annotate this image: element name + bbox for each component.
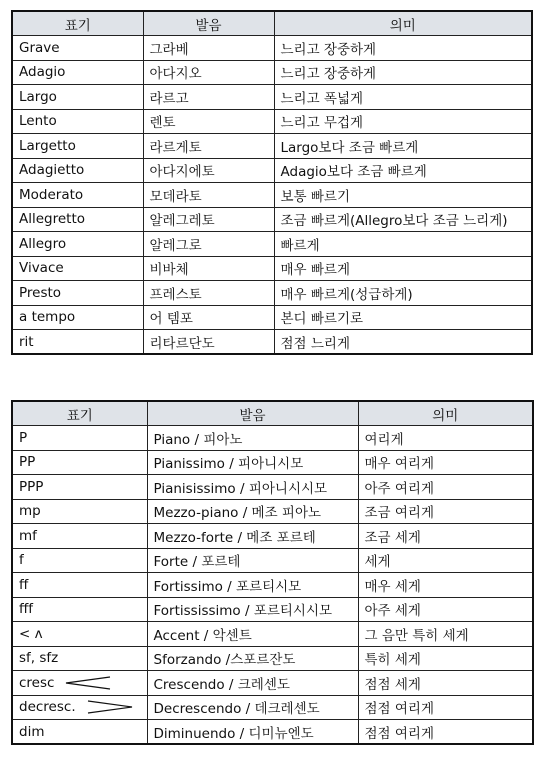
column-header: 의미: [358, 401, 533, 426]
pronunciation-cell: [143, 109, 274, 134]
meaning-cell: [358, 475, 533, 500]
cell-text: Largetto: [19, 137, 76, 154]
cell-text: 점점 세게: [364, 676, 421, 693]
cell-text: Lento: [19, 113, 57, 130]
pronunciation-cell: [143, 305, 274, 330]
cell-text: Diminuendo / 디미뉴엔도: [153, 725, 314, 742]
pronunciation-cell: [147, 695, 358, 720]
meaning-cell: [274, 134, 532, 159]
cell-text: 보통 빠르기: [280, 188, 350, 205]
pronunciation-cell: [143, 36, 274, 61]
cell-text: Largo: [19, 88, 57, 105]
term-cell: [12, 60, 143, 85]
cell-text: P: [19, 429, 28, 446]
cell-text: 조금 여리게: [364, 505, 434, 522]
cell-text: 어 템포: [149, 311, 193, 328]
cell-text: 매우 빠르게(성급하게): [280, 286, 413, 303]
meaning-cell: [358, 573, 533, 598]
pronunciation-cell: [143, 256, 274, 281]
meaning-cell: [274, 158, 532, 183]
cell-text: 모데라토: [149, 188, 202, 205]
cell-text: 그라베: [149, 41, 189, 58]
pronunciation-cell: [147, 597, 358, 622]
table-row: [12, 183, 532, 208]
meaning-cell: [274, 281, 532, 306]
cell-text: ff: [19, 576, 29, 593]
term-cell: [12, 281, 143, 306]
cell-text: 빠르게: [280, 237, 320, 254]
table-row: [12, 548, 533, 573]
pronunciation-cell: [147, 573, 358, 598]
term-cell: [12, 646, 147, 671]
meaning-cell: [358, 597, 533, 622]
table-row: [12, 60, 532, 85]
term-cell: [12, 524, 147, 549]
table-row: [12, 207, 532, 232]
meaning-cell: [358, 450, 533, 475]
term-cell: [12, 305, 143, 330]
cell-text: fff: [19, 601, 34, 618]
cell-text: 매우 여리게: [364, 456, 434, 473]
column-header: 발음: [143, 11, 274, 36]
term-cell: [12, 256, 143, 281]
cell-text: Presto: [19, 284, 62, 301]
table-row: [12, 134, 532, 159]
cell-text: Largo보다 조금 빠르게: [280, 139, 419, 156]
cell-text: PP: [19, 454, 36, 471]
meaning-cell: [274, 85, 532, 110]
meaning-cell: [358, 622, 533, 647]
table-row: [12, 622, 533, 647]
term-cell: [12, 475, 147, 500]
meaning-cell: [274, 109, 532, 134]
term-cell: [12, 85, 143, 110]
meaning-cell: [358, 426, 533, 451]
cell-text: Fortissimo / 포르티시모: [153, 578, 302, 595]
cell-text: 매우 세게: [364, 578, 421, 595]
cell-text: 라르게토: [149, 139, 202, 156]
cell-text: 세게: [364, 554, 391, 571]
tempo-terms-table: [11, 10, 533, 355]
cell-text: Adagietto: [19, 162, 85, 179]
pronunciation-cell: [147, 475, 358, 500]
meaning-cell: [358, 720, 533, 745]
cell-text: Adagio보다 조금 빠르게: [280, 164, 427, 181]
term-cell: [12, 183, 143, 208]
cell-text: f: [19, 552, 24, 569]
column-header: 표기: [12, 11, 143, 36]
table-row: [12, 158, 532, 183]
pronunciation-cell: [147, 720, 358, 745]
pronunciation-cell: [143, 281, 274, 306]
term-cell: [12, 134, 143, 159]
meaning-cell: [274, 183, 532, 208]
table-header-row: [12, 11, 532, 36]
crescendo-hairpin-icon: [64, 676, 112, 690]
meaning-cell: [358, 671, 533, 696]
term-cell: [12, 232, 143, 257]
cell-text: 점점 여리게: [364, 725, 434, 742]
cell-text: Allegro: [19, 235, 67, 252]
table-header-row: [12, 401, 533, 426]
cell-text: 알레그레토: [149, 213, 215, 230]
column-header: 표기: [12, 401, 147, 426]
term-cell: [12, 597, 147, 622]
table-row: [12, 256, 532, 281]
term-cell: [12, 720, 147, 745]
pronunciation-cell: [143, 158, 274, 183]
table-row: [12, 475, 533, 500]
cell-text: 매우 빠르게: [280, 262, 350, 279]
cell-text: dim: [19, 723, 45, 740]
cell-text: 리타르단도: [149, 335, 215, 352]
cell-text: Allegretto: [19, 211, 86, 228]
meaning-cell: [358, 499, 533, 524]
table-row: [12, 671, 533, 696]
cell-text: cresc: [19, 674, 55, 691]
table-row: [12, 646, 533, 671]
cell-text: decresc.: [19, 699, 76, 716]
term-cell: [12, 695, 147, 720]
term-cell: [12, 622, 147, 647]
pronunciation-cell: [143, 134, 274, 159]
pronunciation-cell: [143, 85, 274, 110]
meaning-cell: [274, 330, 532, 355]
cell-text: Forte / 포르테: [153, 554, 241, 571]
term-cell: [12, 548, 147, 573]
pronunciation-cell: [143, 60, 274, 85]
cell-text: 아주 세게: [364, 603, 421, 620]
cell-text: 렌토: [149, 115, 176, 132]
cell-text: 라르고: [149, 90, 189, 107]
cell-text: sf, sfz: [19, 650, 59, 667]
cell-text: 알레그로: [149, 237, 202, 254]
pronunciation-cell: [143, 232, 274, 257]
pronunciation-cell: [147, 426, 358, 451]
term-cell: [12, 426, 147, 451]
cell-text: Moderato: [19, 186, 84, 203]
table-row: [12, 232, 532, 257]
cell-text: 느리고 폭넓게: [280, 90, 364, 107]
column-header: 의미: [274, 11, 532, 36]
cell-text: 특히 세게: [364, 652, 421, 669]
table-row: [12, 305, 532, 330]
cell-text: PPP: [19, 478, 44, 495]
meaning-cell: [274, 60, 532, 85]
term-cell: [12, 499, 147, 524]
table-row: [12, 450, 533, 475]
cell-text: Vivace: [19, 260, 64, 277]
cell-text: 아다지오: [149, 66, 202, 83]
meaning-cell: [274, 256, 532, 281]
term-cell: [12, 330, 143, 355]
meaning-cell: [274, 232, 532, 257]
pronunciation-cell: [143, 330, 274, 355]
table-row: [12, 36, 532, 61]
cell-text: Mezzo-piano / 메조 피아노: [153, 505, 322, 522]
table-row: [12, 426, 533, 451]
pronunciation-cell: [147, 548, 358, 573]
cell-text: a tempo: [19, 309, 76, 326]
table-row: [12, 109, 532, 134]
term-cell: [12, 36, 143, 61]
pronunciation-cell: [147, 622, 358, 647]
term-cell: [12, 207, 143, 232]
cell-text: 아다지에토: [149, 164, 215, 181]
pronunciation-cell: [147, 450, 358, 475]
term-cell: [12, 158, 143, 183]
cell-text: 조금 빠르게(Allegro보다 조금 느리게): [280, 213, 508, 230]
cell-text: 여리게: [364, 431, 404, 448]
cell-text: Pianisissimo / 피아니시시모: [153, 480, 328, 497]
term-cell: [12, 109, 143, 134]
meaning-cell: [358, 524, 533, 549]
cell-text: mf: [19, 527, 37, 544]
term-cell: [12, 450, 147, 475]
cell-text: rit: [19, 333, 34, 350]
cell-text: 점점 느리게: [280, 335, 350, 352]
table-row: [12, 281, 532, 306]
meaning-cell: [274, 305, 532, 330]
cell-text: Pianissimo / 피아니시모: [153, 456, 304, 473]
cell-text: Sforzando /스포르잔도: [153, 652, 296, 669]
table-row: [12, 524, 533, 549]
term-cell: [12, 671, 147, 696]
cell-text: 느리고 무겁게: [280, 115, 364, 132]
table-row: [12, 695, 533, 720]
pronunciation-cell: [147, 646, 358, 671]
cell-text: 비바체: [149, 262, 189, 279]
cell-text: Fortississimo / 포르티시시모: [153, 603, 333, 620]
cell-text: 느리고 장중하게: [280, 41, 377, 58]
table-row: [12, 330, 532, 355]
pronunciation-cell: [143, 207, 274, 232]
meaning-cell: [358, 695, 533, 720]
meaning-cell: [358, 548, 533, 573]
cell-text: Decrescendo / 데크레센도: [153, 701, 320, 718]
cell-text: Mezzo-forte / 메조 포르테: [153, 529, 316, 546]
pronunciation-cell: [147, 671, 358, 696]
pronunciation-cell: [147, 499, 358, 524]
cell-text: Accent / 악센트: [153, 627, 252, 644]
cell-text: 느리고 장중하게: [280, 66, 377, 83]
cell-text: Grave: [19, 39, 60, 56]
pronunciation-cell: [147, 524, 358, 549]
meaning-cell: [274, 36, 532, 61]
table-row: [12, 597, 533, 622]
table-row: [12, 85, 532, 110]
cell-text: mp: [19, 503, 41, 520]
column-header: 발음: [147, 401, 358, 426]
table-row: [12, 499, 533, 524]
meaning-cell: [358, 646, 533, 671]
cell-text: 조금 세게: [364, 529, 421, 546]
term-cell: [12, 573, 147, 598]
dynamics-terms-table: [11, 400, 534, 745]
decrescendo-hairpin-icon: [86, 700, 134, 714]
cell-text: 그 음만 특히 세게: [364, 627, 469, 644]
cell-text: 점점 여리게: [364, 701, 434, 718]
cell-text: 프레스토: [149, 286, 202, 303]
pronunciation-cell: [143, 183, 274, 208]
table-row: [12, 720, 533, 745]
cell-text: Crescendo / 크레센도: [153, 676, 290, 693]
cell-text: < ʌ: [19, 625, 43, 642]
cell-text: 아주 여리게: [364, 480, 434, 497]
meaning-cell: [274, 207, 532, 232]
cell-text: Adagio: [19, 64, 66, 81]
cell-text: Piano / 피아노: [153, 431, 243, 448]
table-row: [12, 573, 533, 598]
cell-text: 본디 빠르기로: [280, 311, 364, 328]
